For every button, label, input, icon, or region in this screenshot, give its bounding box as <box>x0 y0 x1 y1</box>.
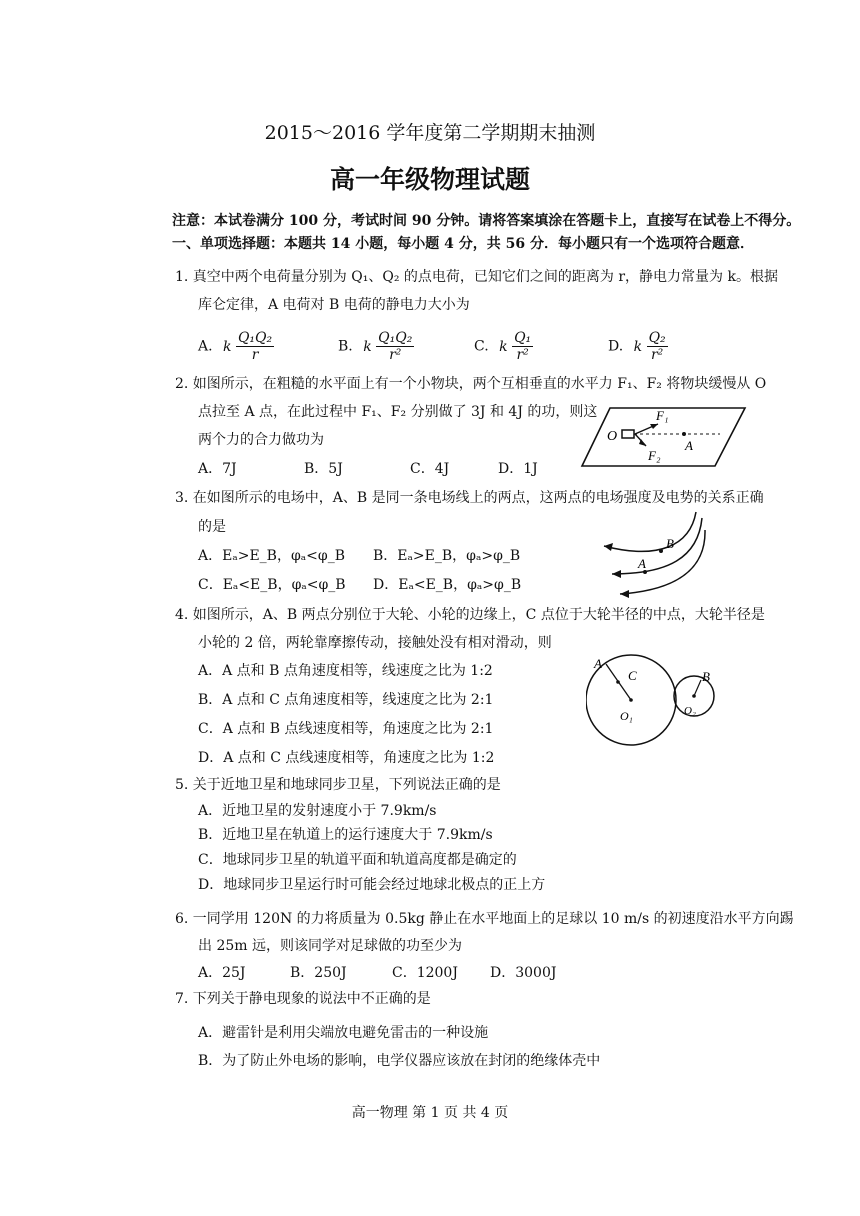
q6-option-a: A．25J <box>198 965 246 981</box>
q2-stem-line1: 2. 如图所示，在粗糙的水平面上有一个小物块，两个互相垂直的水平力 F₁、F₂ 将物块缓慢从 O <box>175 376 767 392</box>
q1-option-c <box>474 330 533 363</box>
q3-option-b: B．Eₐ>E_B，φₐ>φ_B <box>373 548 521 564</box>
option-label: D. <box>608 338 624 355</box>
q3-option-d: D．Eₐ<E_B，φₐ>φ_B <box>373 577 522 593</box>
force-f1-label: F₁ <box>656 408 669 423</box>
option-label: B. <box>338 338 353 355</box>
point-a-label: A <box>685 438 693 453</box>
center-o2-label: O₂ <box>684 705 696 717</box>
q3-stem-line2: 的是 <box>198 519 226 535</box>
point-b-label: B <box>702 669 710 684</box>
q1-option-b <box>338 330 414 363</box>
q5-option-a: A．近地卫星的发射速度小于 7.9km/s <box>198 803 437 819</box>
force-f2-label: F₂ <box>648 448 661 463</box>
q3-option-c: C．Eₐ<E_B，φₐ<φ_B <box>198 577 346 593</box>
point-a-label: A <box>638 556 646 571</box>
exam-term-heading: 2015～2016 学年度第二学期期末抽测 <box>264 122 596 144</box>
q2-stem-line3: 两个力的合力做功为 <box>198 432 324 448</box>
section-heading: 一、单项选择题：本题共 14 小题，每小题 4 分，共 56 分．每小题只有一个选项符合题意． <box>172 236 754 252</box>
constant-k: k <box>363 338 372 355</box>
page-footer: 高一物理 第 1 页 共 4 页 <box>351 1105 509 1121</box>
option-label: A. <box>198 338 213 355</box>
q5-option-b: B．近地卫星在轨道上的运行速度大于 7.9km/s <box>198 827 493 843</box>
q3-stem-line1: 3. 在如图所示的电场中，A、B 是同一条电场线上的两点，这两点的电场强度及电势的关系正确 <box>175 490 764 506</box>
q6-stem-line2: 出 25m 远，则该同学对足球做的功至少为 <box>198 938 462 954</box>
denominator: r <box>251 347 259 363</box>
point-o-label: O <box>607 429 618 444</box>
q6-option-c: C．1200J <box>392 965 458 981</box>
center-o1-label: O₁ <box>620 709 633 723</box>
constant-k: k <box>499 338 508 355</box>
constant-k: k <box>223 338 232 355</box>
q4-option-a: A．A 点和 B 点角速度相等，线速度之比为 1:2 <box>198 663 493 679</box>
q5-option-c: C．地球同步卫星的轨道平面和轨道高度都是确定的 <box>198 852 517 868</box>
numerator: Q₁ <box>514 330 532 346</box>
q1-option-a <box>198 330 274 363</box>
constant-k: k <box>633 338 643 355</box>
option-label: C. <box>474 338 489 355</box>
q2-stem-line2: 点拉至 A 点，在此过程中 F₁、F₂ 分别做了 3J 和 4J 的功，则这 <box>198 404 598 420</box>
q4-stem-line2: 小轮的 2 倍，两轮靠摩擦传动，接触处没有相对滑动，则 <box>198 635 552 651</box>
q1-option-d <box>608 330 668 363</box>
q4-stem-line1: 4. 如图所示，A、B 两点分别位于大轮、小轮的边缘上，C 点位于大轮半径的中点，大轮半径是 <box>175 607 765 623</box>
q5-option-d: D．地球同步卫星运行时可能会经过地球北极点的正上方 <box>198 877 546 893</box>
q2-option-d: D．1J <box>498 461 538 477</box>
q2-option-c: C．4J <box>410 461 450 477</box>
q7-option-a: A．避雷针是利用尖端放电避免雷击的一种设施 <box>198 1025 489 1041</box>
q7-option-b: B．为了防止外电场的影响，电学仪器应该放在封闭的绝缘体壳中 <box>198 1053 601 1069</box>
q7-stem: 7. 下列关于静电现象的说法中不正确的是 <box>175 991 431 1007</box>
q4-wheel-diagram <box>586 650 721 748</box>
denominator: r² <box>650 347 664 363</box>
point-b-label: B <box>666 536 674 551</box>
q1-stem-line2: 库仑定律，A 电荷对 B 电荷的静电力大小为 <box>198 297 470 313</box>
q1-stem-line1: 1. 真空中两个电荷量分别为 Q₁、Q₂ 的点电荷，已知它们之间的距离为 r，静电力常量为 k。根据 <box>175 269 778 285</box>
denominator: r² <box>389 347 402 363</box>
q2-option-a: A．7J <box>198 461 237 477</box>
q6-option-b: B．250J <box>290 965 347 981</box>
numerator: Q₁Q₂ <box>378 330 413 346</box>
q2-force-diagram <box>580 400 750 472</box>
q5-stem: 5. 关于近地卫星和地球同步卫星，下列说法正确的是 <box>175 777 501 793</box>
denominator: r² <box>516 347 529 363</box>
q4-option-d: D．A 点和 C 点线速度相等，角速度之比为 1:2 <box>198 750 495 766</box>
numerator: Q₂ <box>648 330 666 346</box>
q2-option-b: B．5J <box>304 461 343 477</box>
point-c-label: C <box>628 668 637 683</box>
exam-title: 高一年级物理试题 <box>329 165 530 194</box>
numerator: Q₁Q₂ <box>237 330 273 346</box>
q6-option-d: D．3000J <box>490 965 557 981</box>
q3-option-a: A．Eₐ>E_B，φₐ<φ_B <box>198 548 345 564</box>
q3-electric-field-diagram <box>598 508 708 598</box>
notice-text: 注意：本试卷满分 100 分，考试时间 90 分钟。请将答案填涂在答题卡上，直接写在试卷上不得分。 <box>172 213 801 229</box>
point-a-label: A <box>594 656 602 671</box>
q6-stem-line1: 6. 一同学用 120N 的力将质量为 0.5kg 静止在水平地面上的足球以 10 m/s 的初速度沿水平方向踢 <box>175 911 794 927</box>
q4-option-c: C．A 点和 B 点线速度相等，角速度之比为 2:1 <box>198 721 494 737</box>
q4-option-b: B．A 点和 C 点角速度相等，线速度之比为 2:1 <box>198 692 494 708</box>
